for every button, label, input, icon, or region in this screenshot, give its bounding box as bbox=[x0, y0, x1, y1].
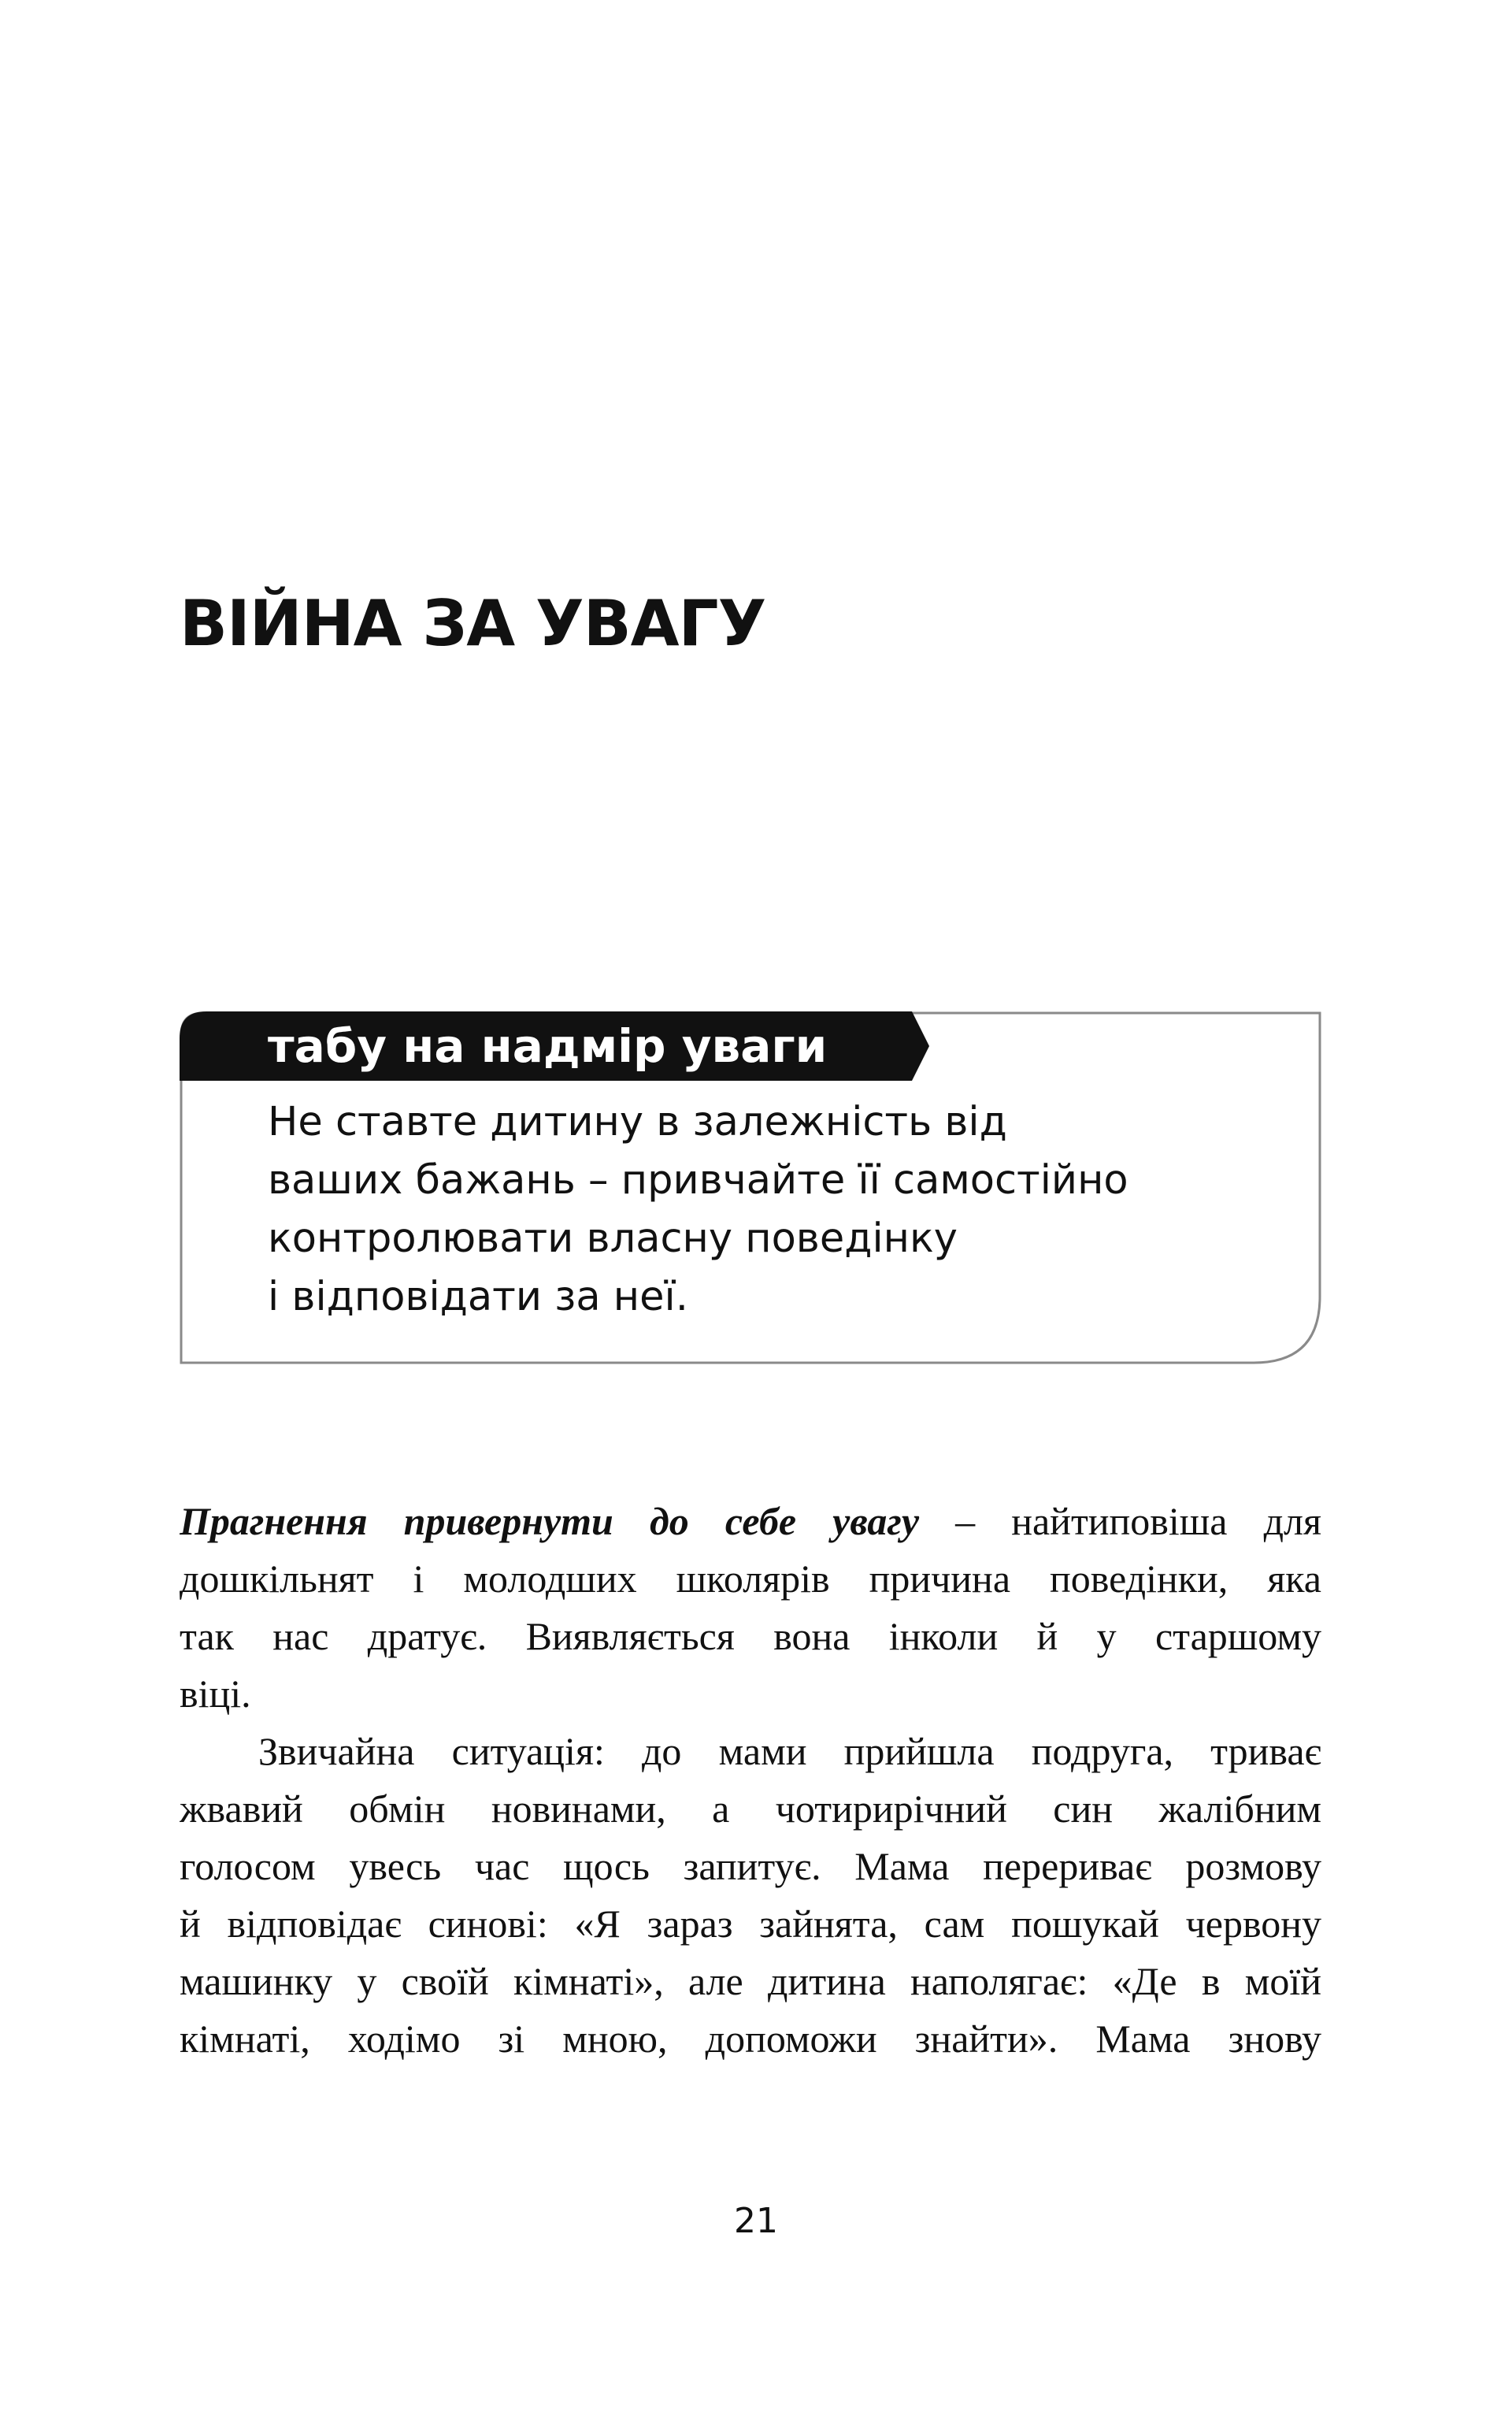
callout-line: контролювати власну поведінку bbox=[268, 1215, 958, 1262]
callout-line: Не ставте дитину в залежність від bbox=[268, 1099, 1007, 1145]
text-line: так нас дратує. Виявляється вона інколи й у старшому bbox=[180, 1614, 1321, 1658]
text-line: дошкільнят і молодших школярів причина поведінки, яка bbox=[180, 1557, 1321, 1601]
callout-heading: табу на надмір уваги bbox=[268, 1019, 828, 1073]
paragraph-1 bbox=[180, 1493, 1321, 1723]
text-line: машинку у своїй кімнаті», але дитина наполягає: «Де в моїй bbox=[180, 1959, 1321, 2003]
text-line: й відповідає синові: «Я зараз зайнята, сам пошукай червону bbox=[180, 1902, 1321, 1946]
text-line bbox=[180, 1493, 1321, 1550]
callout-text bbox=[268, 1093, 1260, 1327]
page-number: 21 bbox=[734, 2201, 778, 2241]
callout-line: і відповідати за неї. bbox=[268, 1274, 688, 1320]
chapter-title: ВІЙНА ЗА УВАГУ bbox=[180, 587, 766, 660]
body-text bbox=[180, 1493, 1321, 2068]
text-line: голосом увесь час щось запитує. Мама перериває розмову bbox=[180, 1844, 1321, 1888]
callout-line: ваших бажань – привчайте її самостійно bbox=[268, 1157, 1128, 1204]
text-line: жвавий обмін новинами, а чотирирічний син жалібним bbox=[180, 1787, 1321, 1831]
taboo-callout bbox=[180, 1011, 1321, 1364]
text-segment: – найтиповіша для bbox=[919, 1499, 1321, 1543]
text-line: Звичайна ситуація: до мами прийшла подруга, триває bbox=[258, 1729, 1321, 1773]
text-line: кімнаті, ходімо зі мною, допоможи знайти». Мама знову bbox=[180, 2017, 1321, 2061]
emphasized-phrase: Прагнення привернути до себе увагу bbox=[180, 1499, 920, 1543]
paragraph-2 bbox=[180, 1723, 1321, 2068]
text-line: віці. bbox=[180, 1672, 251, 1716]
